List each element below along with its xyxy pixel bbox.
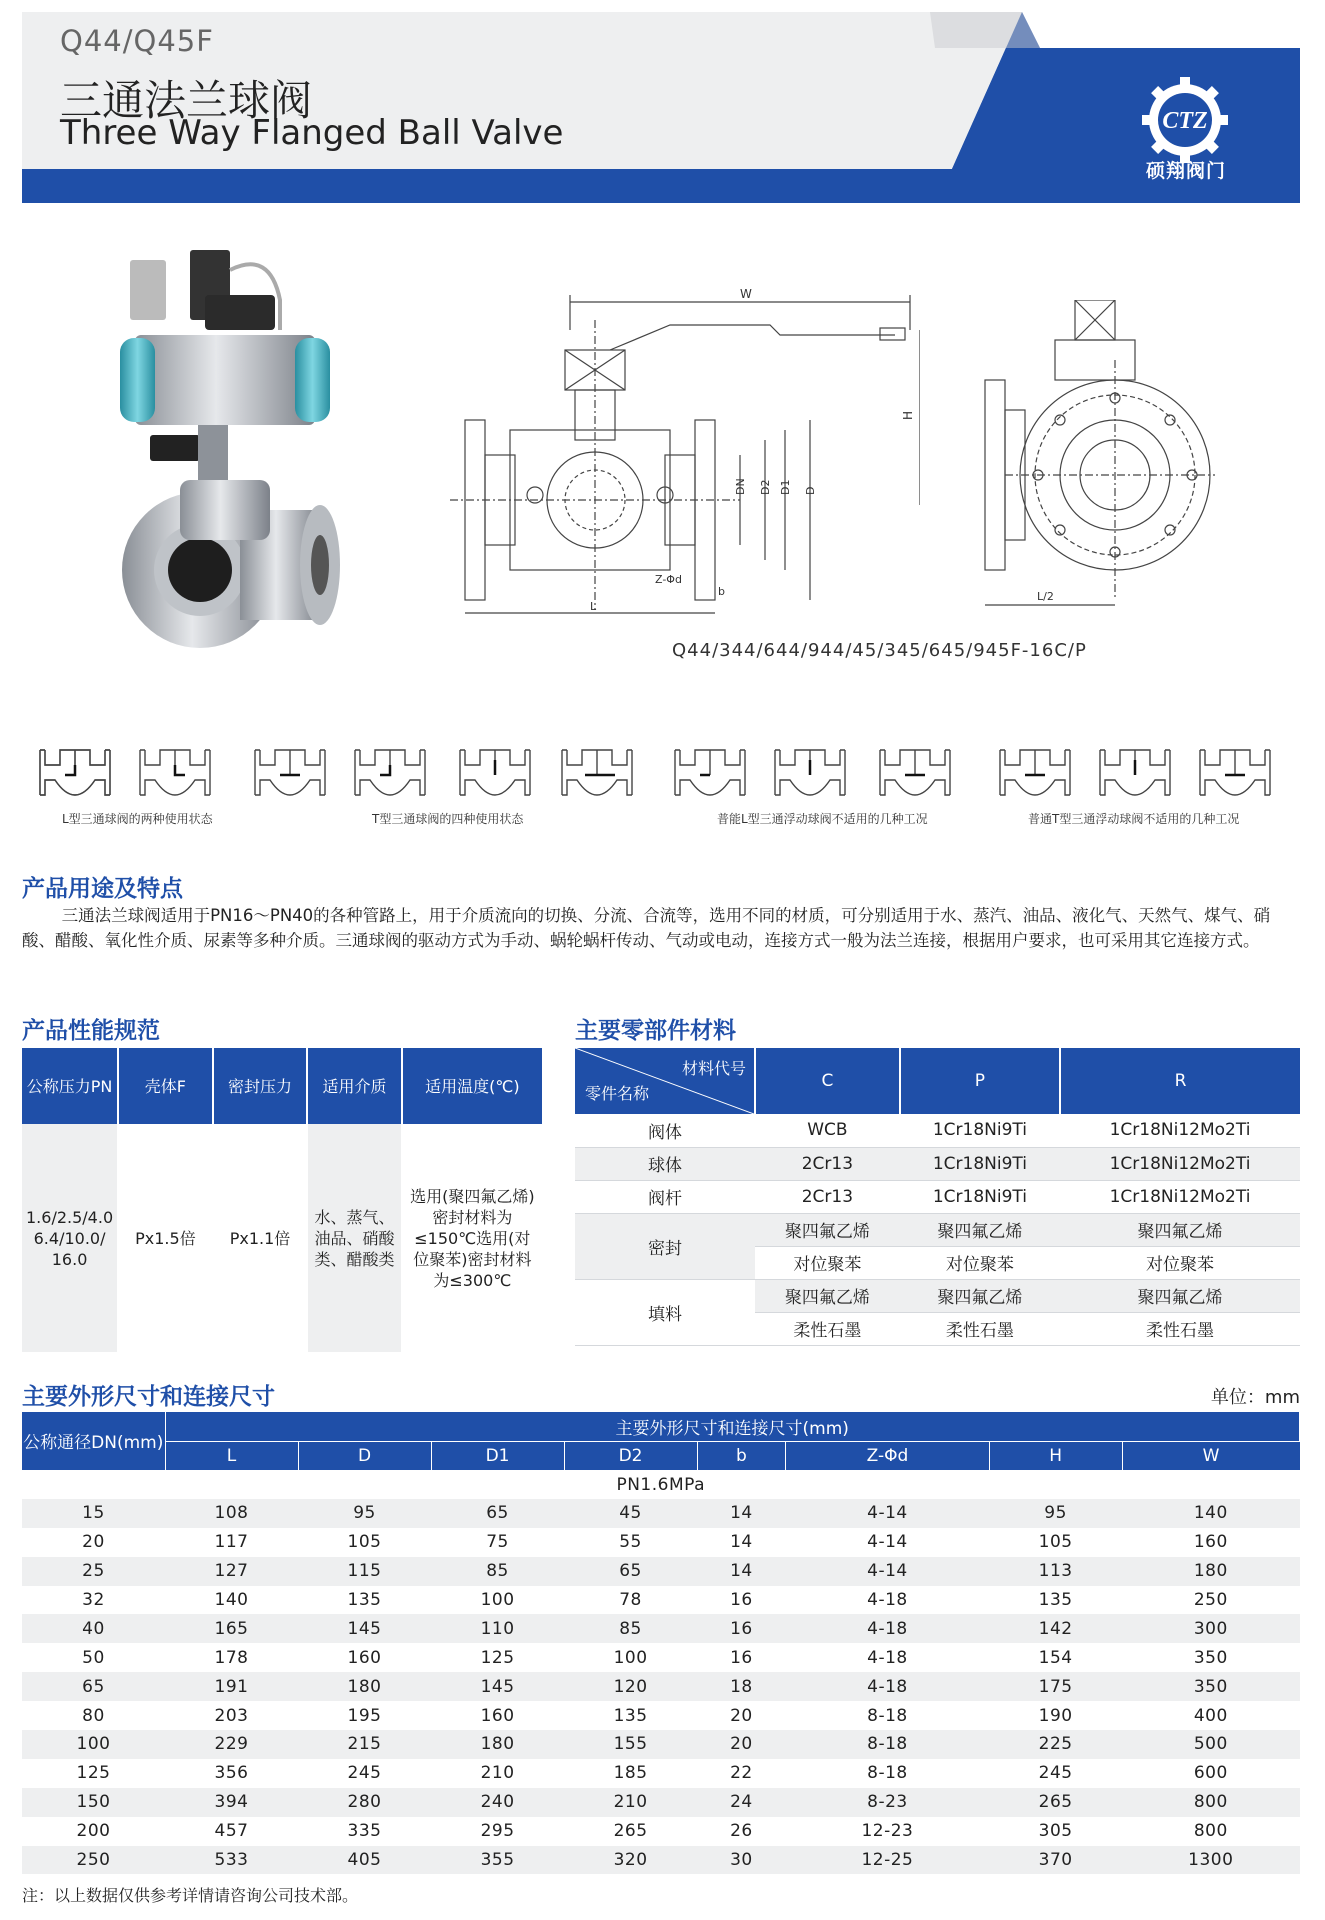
dim-cell: 400 [1193,1705,1228,1726]
material-part: 阀体 [575,1114,755,1147]
dim-cell: 140 [1122,1499,1299,1528]
dim-cell: 12-23 [861,1821,914,1842]
svg-text:CTZ: CTZ [1162,108,1208,134]
dim-cell: 600 [1193,1763,1228,1784]
table-row [22,1701,1300,1730]
pn-rating-label: PN1.6MPa [22,1470,1300,1499]
dim-cell: 108 [165,1499,298,1528]
material-c: 聚四氟乙烯 [755,1279,900,1312]
dim-cell: 4-18 [786,1672,989,1701]
table-row [22,1759,1300,1788]
dn-cell: 80 [82,1705,105,1726]
dim-cell: 320 [564,1846,697,1875]
company-logo [1140,75,1230,165]
usage-description: 三通法兰球阀适用于PN16～PN40的各种管路上，用于介质流向的切换、分流、合流等，选用不同的材质，可分别适用于水、蒸汽、油品、液化气、天然气、煤气、硝酸、醋酸、氧化性介质、尿素等多种介质。三通球阀的驱动方式为手动、蜗轮蜗杆传动、气动或电动，连接方式一般为法兰连接，根据用户要求，也可采用其它连接方式。 [22,906,1271,950]
dim-col-header: W [1122,1441,1299,1470]
dim-col-header: b [697,1441,786,1470]
product-model: Q44/Q45F [60,24,214,58]
material-c: 聚四氟乙烯 [755,1213,900,1246]
dim-cell: 55 [619,1532,642,1553]
dim-cell: 160 [480,1705,515,1726]
dim-cell: 185 [613,1763,648,1784]
table-row [22,1586,1300,1615]
material-r: 1Cr18Ni12Mo2Ti [1060,1147,1300,1180]
material-part: 填料 [575,1279,755,1345]
usage-title: 产品用途及特点 [22,876,183,902]
dimension-drawing-side [975,300,1215,620]
dim-cell: 8-18 [867,1763,908,1784]
svg-text:DN: DN [734,478,747,495]
table-row [22,1614,1300,1643]
table-row [22,1846,1300,1875]
material-code-r: R [1060,1048,1300,1114]
dim-cell: 95 [298,1499,431,1528]
dim-cell: 18 [697,1672,786,1701]
dim-cell: 335 [347,1821,382,1842]
dim-cell: 14 [697,1557,786,1586]
dim-cell: 145 [298,1614,431,1643]
dim-cell: 105 [1038,1532,1073,1553]
material-r: 聚四氟乙烯 [1060,1213,1300,1246]
dim-cell: 405 [298,1846,431,1875]
dim-cell: 265 [989,1788,1122,1817]
dim-cell: 245 [347,1763,382,1784]
dim-cell: 154 [1038,1647,1073,1668]
dim-cell: 350 [1193,1647,1228,1668]
material-r: 1Cr18Ni12Mo2Ti [1060,1180,1300,1213]
dim-cell: 65 [431,1499,564,1528]
dn-cell: 65 [22,1672,165,1701]
material-r: 对位聚苯 [1060,1246,1300,1279]
dim-cell: 127 [165,1557,298,1586]
svg-text:H: H [901,410,915,420]
dim-cell: 4-18 [867,1590,908,1610]
perf-temp: 选用(聚四氟乙烯)密封材料为≤150℃选用(对位聚苯)密封材料为≤300℃ [402,1124,543,1352]
material-c: 柔性石墨 [755,1312,900,1345]
material-p: 1Cr18Ni9Ti [900,1180,1060,1213]
dim-cell: 142 [989,1614,1122,1643]
perf-header-seal: 密封压力 [213,1048,308,1124]
dn-cell: 200 [76,1821,111,1842]
dim-header-group: 主要外形尺寸和连接尺寸(mm) [165,1412,1300,1441]
dim-cell: 300 [1122,1614,1299,1643]
schematic-caption-2: T型三通球阀的四种使用状态 [372,812,524,826]
dimensions-table [22,1412,1300,1874]
dim-cell: 30 [697,1846,786,1875]
dim-cell: 4-14 [867,1532,908,1553]
schematic-caption-4: 普通T型三通浮动球阀不适用的几种工况 [1028,812,1240,826]
dim-cell: 117 [214,1532,249,1553]
svg-text:L/2: L/2 [1037,590,1054,603]
dim-cell: 355 [431,1846,564,1875]
dim-cell: 215 [298,1730,431,1759]
page-subtitle: Three Way Flanged Ball Valve [60,113,564,153]
dim-cell: 295 [480,1821,515,1842]
dimension-drawing-front [440,280,920,620]
dim-cell: 370 [989,1846,1122,1875]
material-code-c: C [755,1048,900,1114]
dn-cell: 125 [76,1763,111,1784]
svg-text:b: b [718,585,725,598]
dn-cell: 150 [22,1788,165,1817]
schematic-caption-1: L型三通球阀的两种使用状态 [62,812,213,826]
dim-cell: 45 [564,1499,697,1528]
dim-cell: 250 [1193,1590,1228,1610]
dim-col-header: H [989,1441,1122,1470]
dim-cell: 280 [298,1788,431,1817]
material-p: 聚四氟乙烯 [900,1213,1060,1246]
dim-cell: 178 [214,1647,249,1668]
dn-cell: 250 [22,1846,165,1875]
material-p: 对位聚苯 [900,1246,1060,1279]
dim-cell: 4-14 [786,1557,989,1586]
dim-cell: 95 [989,1499,1122,1528]
dn-cell: 20 [82,1532,105,1553]
dim-cell: 20 [730,1705,753,1726]
svg-text:Z-Φd: Z-Φd [655,573,682,586]
table-row [22,1788,1300,1817]
dim-cell: 350 [1122,1672,1299,1701]
material-p: 聚四氟乙烯 [900,1279,1060,1312]
perf-medium: 水、蒸气、油品、硝酸类、醋酸类 [307,1124,401,1352]
perf-seal: Px1.1倍 [213,1124,308,1352]
model-caption: Q44/344/644/944/45/345/645/945F-16C/P [672,640,1087,661]
material-c: 2Cr13 [755,1180,900,1213]
dim-cell: 225 [989,1730,1122,1759]
dim-cell: 135 [347,1590,382,1610]
dim-cell: 165 [165,1614,298,1643]
dim-cell: 20 [697,1730,786,1759]
dim-cell: 145 [431,1672,564,1701]
dim-cell: 160 [347,1647,382,1668]
dim-cell: 4-14 [786,1499,989,1528]
material-part: 密封 [575,1213,755,1279]
table-row [22,1643,1300,1672]
dim-cell: 75 [486,1532,509,1553]
dim-cell: 800 [1193,1821,1228,1842]
dim-cell: 180 [298,1672,431,1701]
svg-text:D2: D2 [759,479,772,495]
dim-cell: 195 [347,1705,382,1726]
dim-cell: 100 [480,1590,515,1610]
dn-cell: 40 [22,1614,165,1643]
dim-cell: 457 [214,1821,249,1842]
table-row [22,1557,1300,1586]
dim-cell: 100 [613,1647,648,1668]
material-r: 柔性石墨 [1060,1312,1300,1345]
dim-cell: 16 [730,1647,753,1668]
dim-cell: 105 [347,1532,382,1553]
dim-col-header: D [298,1441,431,1470]
dim-cell: 305 [1038,1821,1073,1842]
dim-col-header: L [165,1441,298,1470]
table-row [22,1730,1300,1759]
dim-cell: 16 [730,1590,753,1610]
dim-cell: 175 [989,1672,1122,1701]
dim-cell: 4-18 [867,1647,908,1668]
dim-cell: 22 [730,1763,753,1784]
perf-header-medium: 适用介质 [307,1048,401,1124]
materials-title: 主要零部件材料 [575,1018,736,1044]
svg-text:L: L [590,600,597,613]
header-bottom-bar [22,169,1300,203]
dn-cell: 100 [22,1730,165,1759]
svg-text:D1: D1 [779,479,792,495]
header-divider [930,12,1040,182]
perf-pn: 1.6/2.5/4.0 6.4/10.0/ 16.0 [22,1124,118,1352]
dim-cell: 240 [431,1788,564,1817]
dim-cell: 533 [165,1846,298,1875]
dn-cell: 25 [22,1557,165,1586]
dim-cell: 14 [697,1499,786,1528]
dim-cell: 191 [165,1672,298,1701]
dim-cell: 245 [1038,1763,1073,1784]
dim-cell: 16 [697,1614,786,1643]
dim-cell: 140 [214,1590,249,1610]
footnote: 注：以上数据仅供参考详情请咨询公司技术部。 [22,1886,359,1905]
material-c: 2Cr13 [755,1147,900,1180]
material-part: 球体 [575,1147,755,1180]
perf-shell: Px1.5倍 [118,1124,213,1352]
materials-table [575,1048,1300,1346]
perf-header-temp: 适用温度(℃) [402,1048,543,1124]
table-row [22,1499,1300,1528]
materials-corner-header: 材料代号 零件名称 [575,1048,755,1114]
material-p: 柔性石墨 [900,1312,1060,1345]
unit-label: 单位：mm [1210,1387,1300,1408]
product-photo [120,240,360,670]
material-c: 对位聚苯 [755,1246,900,1279]
dim-cell: 8-23 [786,1788,989,1817]
dim-cell: 210 [564,1788,697,1817]
dim-cell: 210 [480,1763,515,1784]
dim-cell: 113 [989,1557,1122,1586]
dim-cell: 12-25 [786,1846,989,1875]
table-row [22,1817,1300,1846]
svg-text:D: D [804,486,817,495]
performance-title: 产品性能规范 [22,1018,160,1044]
dim-cell: 265 [613,1821,648,1842]
dn-cell: 15 [22,1499,165,1528]
dim-cell: 394 [165,1788,298,1817]
dim-cell: 115 [298,1557,431,1586]
material-r: 1Cr18Ni12Mo2Ti [1060,1114,1300,1147]
dim-cell: 500 [1122,1730,1299,1759]
dim-cell: 356 [214,1763,249,1784]
dim-cell: 180 [1122,1557,1299,1586]
dim-cell: 120 [564,1672,697,1701]
perf-header-shell: 壳体F [118,1048,213,1124]
dim-cell: 160 [1193,1532,1228,1553]
dim-cell: 26 [730,1821,753,1842]
dim-cell: 14 [730,1532,753,1553]
performance-table [22,1048,544,1352]
dim-cell: 135 [613,1705,648,1726]
material-r: 聚四氟乙烯 [1060,1279,1300,1312]
dim-cell: 125 [480,1647,515,1668]
dim-col-header: D2 [564,1441,697,1470]
material-c: WCB [755,1114,900,1147]
dim-cell: 85 [564,1614,697,1643]
dim-cell: 24 [697,1788,786,1817]
dim-cell: 85 [431,1557,564,1586]
material-p: 1Cr18Ni9Ti [900,1114,1060,1147]
dim-col-header: Z-Φd [786,1441,989,1470]
material-p: 1Cr18Ni9Ti [900,1147,1060,1180]
dn-cell: 50 [82,1647,105,1668]
svg-text:W: W [740,287,752,301]
dim-cell: 78 [619,1590,642,1610]
dim-cell: 135 [1038,1590,1073,1610]
page-title: 三通法兰球阀 [60,76,313,125]
dim-cell: 190 [1038,1705,1073,1726]
dim-cell: 4-18 [786,1614,989,1643]
dim-cell: 1300 [1122,1846,1299,1875]
dim-header-dn: 公称通径DN(mm) [22,1412,165,1470]
dim-cell: 180 [431,1730,564,1759]
material-code-p: P [900,1048,1060,1114]
dim-cell: 8-18 [867,1705,908,1726]
table-row [22,1672,1300,1701]
schematic-caption-3: 普能L型三通浮动球阀不适用的几种工况 [717,812,928,826]
dim-cell: 800 [1122,1788,1299,1817]
table-row [22,1528,1300,1557]
dim-cell: 65 [564,1557,697,1586]
dim-col-header: D1 [431,1441,564,1470]
dim-cell: 155 [564,1730,697,1759]
dim-cell: 229 [165,1730,298,1759]
dim-cell: 110 [431,1614,564,1643]
company-name: 硕翔阀门 [1145,160,1226,182]
perf-header-pn: 公称压力PN [22,1048,118,1124]
dn-cell: 32 [82,1590,105,1610]
material-part: 阀杆 [575,1180,755,1213]
dim-cell: 8-18 [786,1730,989,1759]
dim-cell: 203 [214,1705,249,1726]
dimensions-title: 主要外形尺寸和连接尺寸 [22,1384,275,1410]
